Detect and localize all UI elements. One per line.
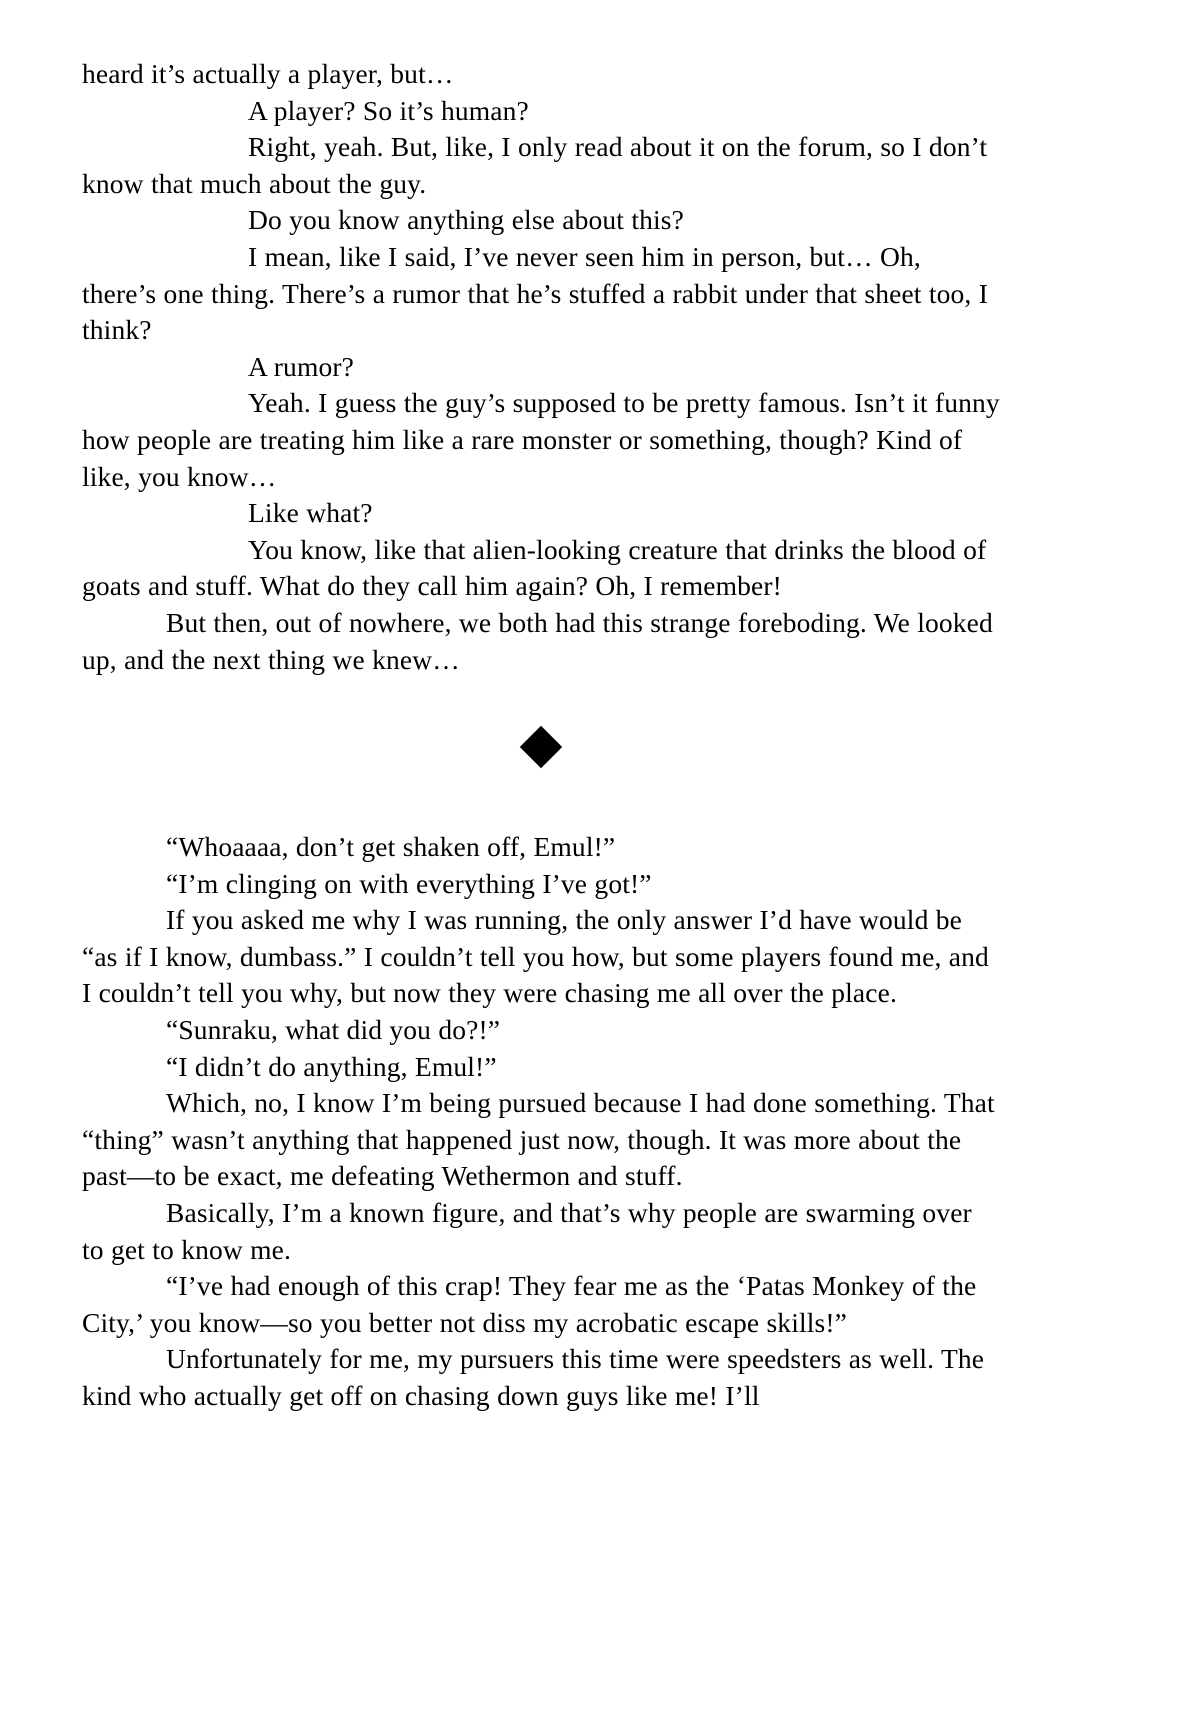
paragraph: But then, out of nowhere, we both had this strange foreboding. We looked up, and the next thing we knew… <box>82 606 993 675</box>
paragraph: A rumor? <box>248 350 355 382</box>
diamond-icon <box>520 726 562 768</box>
paragraph: “I didn’t do anything, Emul!” <box>166 1050 497 1082</box>
paragraph: “Sunraku, what did you do?!” <box>166 1014 501 1046</box>
scene-break-ornament <box>82 732 1000 766</box>
paragraph: Do you know anything else about this? <box>248 204 684 236</box>
spacer <box>82 678 1020 732</box>
spacer <box>82 766 1020 829</box>
paragraph: Unfortunately for me, my pursuers this time were speedsters as well. The kind who actually get off on chasing down guys like me! I’ll <box>82 1343 985 1411</box>
paragraph: heard it’s actually a player, but… <box>82 58 454 89</box>
paragraph: Basically, I’m a known figure, and that’s why people are swarming over to get to know me. <box>82 1197 972 1265</box>
paragraph: Yeah. I guess the guy’s supposed to be pretty famous. Isn’t it funny how people are treating him like a rare monster or something, though? Kind of like, you know… <box>82 387 1000 492</box>
paragraph: A player? So it’s human? <box>248 94 529 126</box>
paragraph: I mean, like I said, I’ve never seen him in person, but… Oh, there’s one thing. There’s a rumor that he’s stuffed a rabbit under that sheet too, I think? <box>82 240 989 346</box>
paragraph: Right, yeah. But, like, I only read about it on the forum, so I don’t know that much about the guy. <box>82 131 988 199</box>
section-two-text <box>82 829 1000 1415</box>
paragraph: “I’ve had enough of this crap! They fear me as the ‘Patas Monkey of the City,’ you know—so you better not diss my acrobatic escape skills!” <box>82 1270 977 1338</box>
paragraph: Like what? <box>248 497 373 529</box>
paragraph: “Whoaaaa, don’t get shaken off, Emul!” <box>166 831 616 863</box>
section-one-text <box>82 56 1000 678</box>
paragraph: Which, no, I know I’m being pursued because I had done something. That “thing” wasn’t anything that happened just now, though. It was more about the past—to be exact, me defeating Wethermon and stuff. <box>82 1087 995 1192</box>
paragraph: You know, like that alien-looking creature that drinks the blood of goats and stuff. What do they call him again? Oh, I remember! <box>82 533 987 602</box>
paragraph: “I’m clinging on with everything I’ve got!” <box>166 867 652 899</box>
paragraph: If you asked me why I was running, the only answer I’d have would be “as if I know, dumbass.” I couldn’t tell you how, but some players found me, and I couldn’t tell you why, but now they were chasing me all over the place. <box>82 904 989 1009</box>
